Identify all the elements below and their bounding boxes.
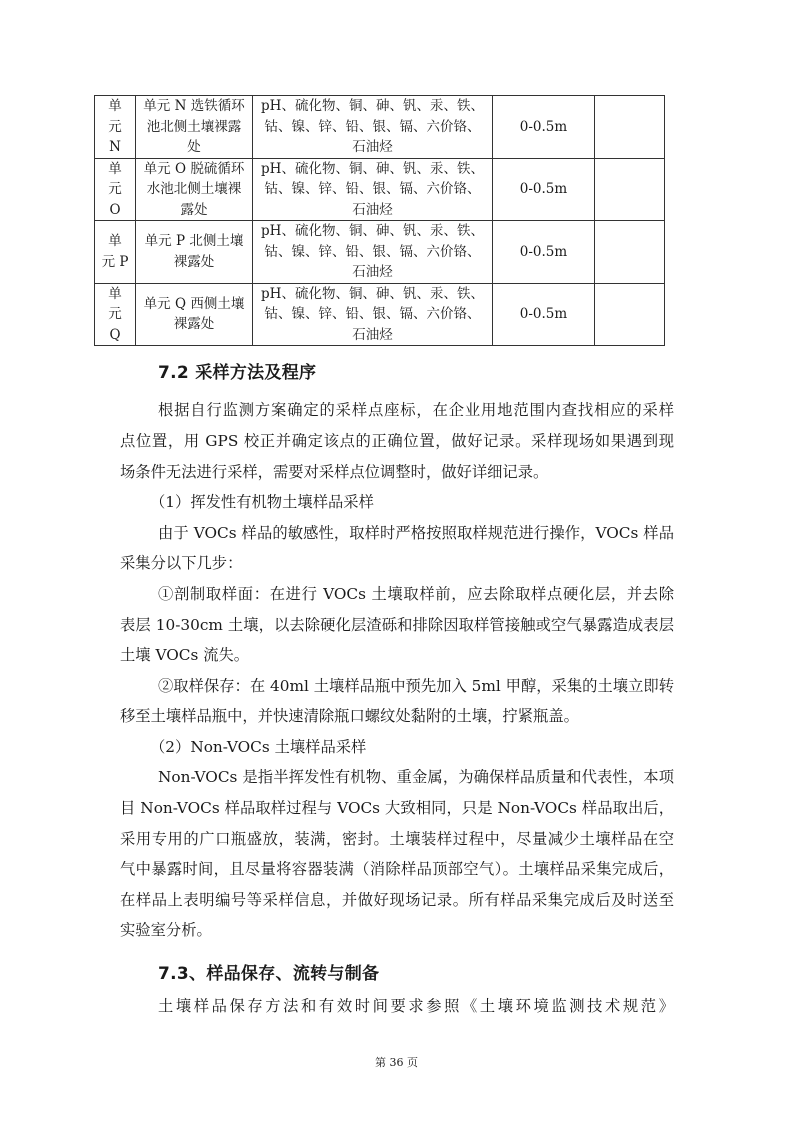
table-row: [95, 283, 665, 346]
page-number: 第 36 页: [375, 1056, 418, 1069]
paragraph-line: 采集分以下几步：: [120, 554, 243, 572]
location-cell: [136, 96, 253, 159]
paragraph-line: ①剖制取样面：在进行 VOCs 土壤取样前，应去除取样点硬化层，并去除: [158, 585, 674, 603]
parameters-cell-line: 石油烃: [352, 139, 393, 155]
unit-cell-line: 元: [108, 181, 122, 197]
note-cell: [595, 158, 665, 221]
paragraph-line: ②取样保存：在 40ml 土壤样品瓶中预先加入 5ml 甲醇，采集的土壤立即转: [158, 677, 674, 695]
paragraph-line: 气中暴露时间，且尽量将容器装满（消除样品顶部空气）。土壤样品采集完成后，: [120, 860, 674, 878]
parameters-cell-line: 石油烃: [352, 326, 393, 343]
unit-cell-line: 元: [108, 118, 122, 135]
paragraph-line: 在样品上表明编号等采样信息，并做好现场记录。所有样品采集完成后及时送至: [120, 891, 674, 909]
location-cell-line: 露处: [180, 201, 208, 218]
parameters-cell-line: 钴、镍、锌、铅、银、镉、六价铬、: [264, 306, 481, 322]
parameters-cell-line: pH、硫化物、铜、砷、钒、汞、铁、: [261, 160, 484, 177]
parameters-cell-line: pH、硫化物、铜、砷、钒、汞、铁、: [261, 223, 484, 239]
parameters-cell-line: 石油烃: [352, 201, 393, 218]
paragraph-line: Non-VOCs 是指半挥发性有机物、重金属，为确保样品质量和代表性，本项: [158, 768, 674, 786]
table-row: [95, 158, 665, 221]
location-cell-line: 裸露处: [173, 253, 215, 270]
unit-cell-line: O: [109, 201, 121, 218]
paragraph-line: 土壤 VOCs 流失。: [120, 646, 250, 664]
paragraph-line: 场条件无法进行采样，需要对采样点位调整时，做好详细记录。: [120, 463, 549, 481]
note-cell: [595, 283, 665, 346]
unit-cell-line: 元 P: [101, 253, 129, 270]
unit-cell-line: N: [109, 139, 121, 155]
parameters-cell: [253, 96, 493, 159]
location-cell-line: 池北侧土壤裸露: [146, 118, 242, 135]
location-cell-line: 单元 Q 西侧土壤: [143, 295, 245, 312]
depth-cell: 0-0.5m: [493, 96, 595, 159]
note-cell: [595, 221, 665, 284]
depth-cell: 0-0.5m: [493, 221, 595, 284]
location-cell-line: 裸露处: [173, 316, 215, 333]
location-cell-line: 单元 P 北侧土壤: [144, 233, 244, 250]
unit-cell-line: 单: [108, 233, 122, 250]
parameters-cell-line: pH、硫化物、铜、砷、钒、汞、铁、: [261, 98, 484, 114]
paragraph-line: 点位置，用 GPS 校正并确定该点的正确位置，做好记录。采样现场如果遇到现: [120, 432, 674, 450]
location-cell-line: 单元 O 脱硫循环: [143, 160, 245, 177]
unit-cell: [95, 221, 136, 284]
paragraph-line: 移至土壤样品瓶中，并快速清除瓶口螺纹处黏附的土壤，拧紧瓶盖。: [120, 707, 579, 725]
parameters-cell: [253, 283, 493, 346]
unit-cell: [95, 158, 136, 221]
unit-cell-line: 单: [108, 285, 122, 302]
location-cell-line: 水池北侧土壤裸: [146, 181, 242, 197]
paragraph-line: 土壤样品保存方法和有效时间要求参照《土壤环境监测技术规范》: [158, 997, 674, 1015]
parameters-cell-line: 钴、镍、锌、铅、银、镉、六价铬、: [264, 181, 481, 197]
unit-cell: [95, 96, 136, 159]
paragraph-line: 表层 10-30cm 土壤，以去除硬化层渣砾和排除因取样管接触或空气暴露造成表层: [120, 616, 674, 634]
unit-cell-line: Q: [109, 326, 121, 343]
parameters-cell-line: 钴、镍、锌、铅、银、镉、六价铬、: [264, 118, 481, 135]
unit-cell: [95, 283, 136, 346]
paragraph-line: 根据自行监测方案确定的采样点座标，在企业用地范围内查找相应的采样: [158, 401, 674, 419]
location-cell: [136, 221, 253, 284]
location-cell: [136, 283, 253, 346]
table-row: [95, 96, 665, 159]
section-heading-7-3: 7.3、样品保存、流转与制备: [158, 964, 380, 984]
location-cell-line: 处: [187, 139, 201, 155]
parameters-cell-line: 石油烃: [352, 264, 393, 280]
location-cell: [136, 158, 253, 221]
table-row: [95, 221, 665, 284]
subsection-title-vocs: （1）挥发性有机物土壤样品采样: [150, 493, 374, 511]
unit-cell-line: 单: [108, 98, 122, 114]
parameters-cell: [253, 221, 493, 284]
depth-cell: 0-0.5m: [493, 158, 595, 221]
paragraph-line: 由于 VOCs 样品的敏感性，取样时严格按照取样规范进行操作，VOCs 样品: [158, 524, 674, 542]
sampling-units-table: [94, 95, 665, 346]
parameters-cell-line: 钴、镍、锌、铅、银、镉、六价铬、: [264, 243, 481, 260]
note-cell: [595, 96, 665, 159]
location-cell-line: 单元 N 选铁循环: [143, 98, 245, 114]
paragraph-line: 实验室分析。: [120, 921, 212, 939]
subsection-title-non-vocs: （2）Non-VOCs 土壤样品采样: [150, 738, 367, 756]
parameters-cell: [253, 158, 493, 221]
paragraph-line: 目 Non-VOCs 样品取样过程与 VOCs 大致相同，只是 Non-VOCs 样品取出后，: [120, 799, 674, 817]
unit-cell-line: 元: [108, 306, 122, 322]
paragraph-line: 采用专用的广口瓶盛放，装满，密封。土壤装样过程中，尽量减少土壤样品在空: [120, 830, 674, 848]
section-heading-7-2: 7.2 采样方法及程序: [158, 363, 317, 383]
parameters-cell-line: pH、硫化物、铜、砷、钒、汞、铁、: [261, 285, 484, 302]
depth-cell: 0-0.5m: [493, 283, 595, 346]
unit-cell-line: 单: [108, 160, 122, 177]
